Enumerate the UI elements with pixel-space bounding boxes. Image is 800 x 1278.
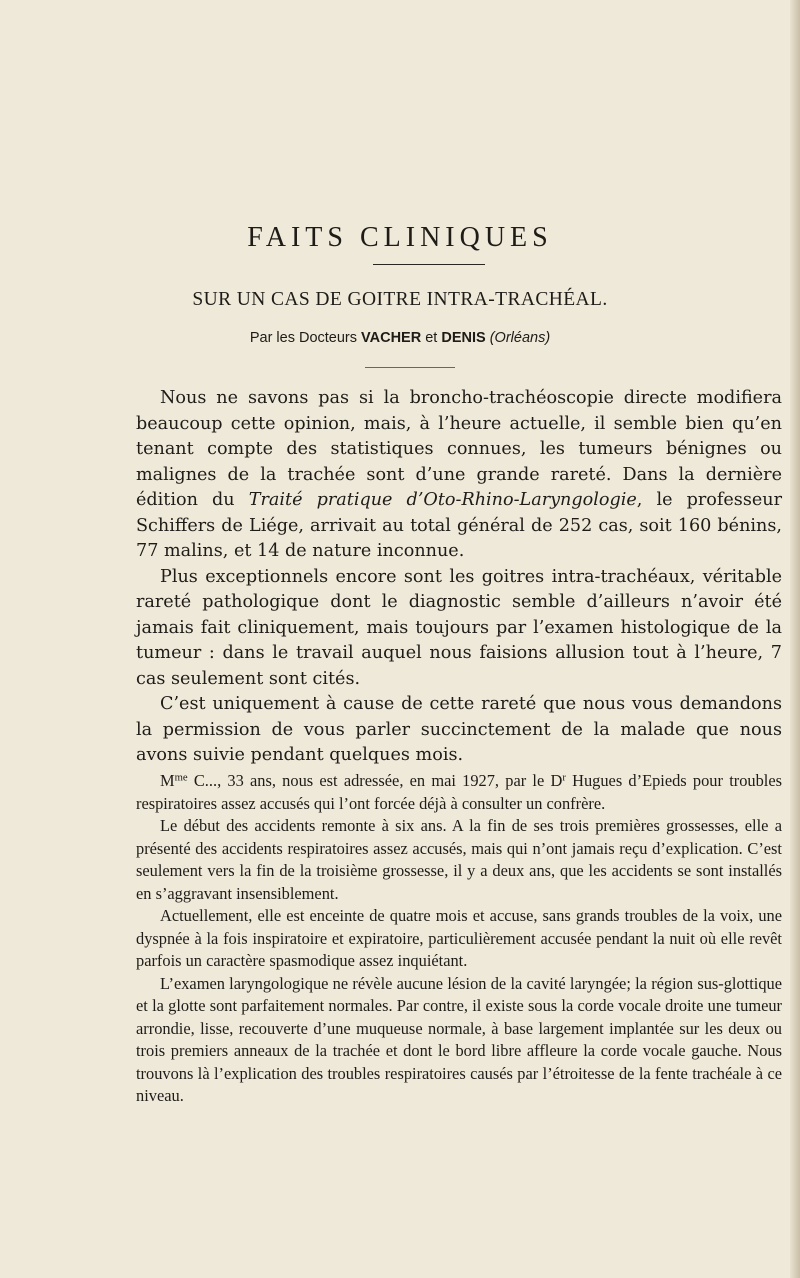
intro-paragraph-3: C’est uniquement à cause de cette rareté que nous vous demandons la permission de vous parler succinctement de la malade que nous avons suivie pendant quelques mois. (136, 694, 782, 765)
case-p1-text: C..., 33 ans, nous est adressée, en mai 1927, par le D (187, 771, 563, 790)
doctor-abbrev-sup: r (562, 772, 566, 784)
case-paragraph-2: Le début des accidents remonte à six ans. A la fin de ses trois premières grossesses, elle a présenté des accidents respiratoires assez accusés, mais qui n’ont jamais reçu d’explication. C’est seulement vers la fin de la troisième grossesse, il y a deux ans, que les accidents se sont installés en s’aggravant insensiblement. (136, 816, 782, 903)
case-p1-text-end: Hugues d’Epieds pour troubles respiratoires assez accusés qui l’ont forcée déjà à consulter un confrère. (136, 771, 782, 813)
case-paragraph-3: Actuellement, elle est enceinte de quatre mois et accuse, sans grands troubles de la voix, une dyspnée à la fois inspiratoire et expiratoire, particulièrement accusée pendant la nuit où elle revêt parfois un caractère spasmodique assez inquiétant. (136, 906, 782, 970)
byline-place: (Orléans) (489, 330, 551, 346)
case-report-text (136, 770, 782, 1108)
intro-text (136, 386, 782, 769)
book-title: Traité pratique d’Oto-Rhino-Laryngologie (248, 490, 637, 510)
byline (0, 330, 800, 346)
page-edge (790, 0, 800, 1278)
case-paragraph-1 (136, 770, 782, 815)
title-divider (373, 264, 485, 265)
byline-divider (365, 367, 455, 368)
author-1: VACHER (361, 330, 422, 346)
section-title: FAITS CLINIQUES (247, 222, 553, 253)
author-2: DENIS (441, 330, 486, 346)
byline-prefix: Par les Docteurs (249, 330, 358, 346)
article-subtitle: SUR UN CAS DE GOITRE INTRA-TRACHÉAL. (192, 289, 608, 310)
intro-p1-text-end: , le professeur Schiffers de Liége, arrivait au total général de 252 cas, soit 160 bénins, 77 malins, et 14 de nature inconnue. (136, 490, 782, 561)
case-paragraph-4: L’examen laryngologique ne révèle aucune lésion de la cavité laryngée; la région sus-glottique et la glotte sont parfaitement normales. Par contre, il existe sous la corde vocale droite une tumeur arrondie, lisse, recouverte d’une muqueuse normale, à base largement implantée sur les deux ou trois premiers anneaux de la trachée et dont le bord libre affleure la corde vocale gauche. Nous trouvons là l’explication des troubles respiratoires causés par l’étroitesse de la fente trachéale à ce niveau. (136, 973, 782, 1105)
intro-paragraph-1 (136, 386, 782, 565)
intro-p1-text: Nous ne savons pas si la broncho-trachéoscopie directe modifiera beaucoup cette opinion, mais, à l’heure actuelle, il semble bien qu’en tenant compte des statistiques connues, les tumeurs bénignes ou malignes de la trachée sont d’une grande rareté. Dans la dernière édition du (136, 388, 782, 510)
patient-title: M (160, 771, 175, 790)
intro-paragraph-2: Plus exceptionnels encore sont les goitres intra-trachéaux, véritable rareté pathologique dont le diagnostic semble d’ailleurs n’avoir été jamais fait cliniquement, mais toujours par l’examen histologique de la tumeur : dans le travail auquel nous faisions allusion tout à l’heure, 7 cas seulement sont cités. (136, 566, 782, 689)
byline-conj: et (425, 330, 438, 346)
patient-title-sup: me (174, 772, 188, 784)
